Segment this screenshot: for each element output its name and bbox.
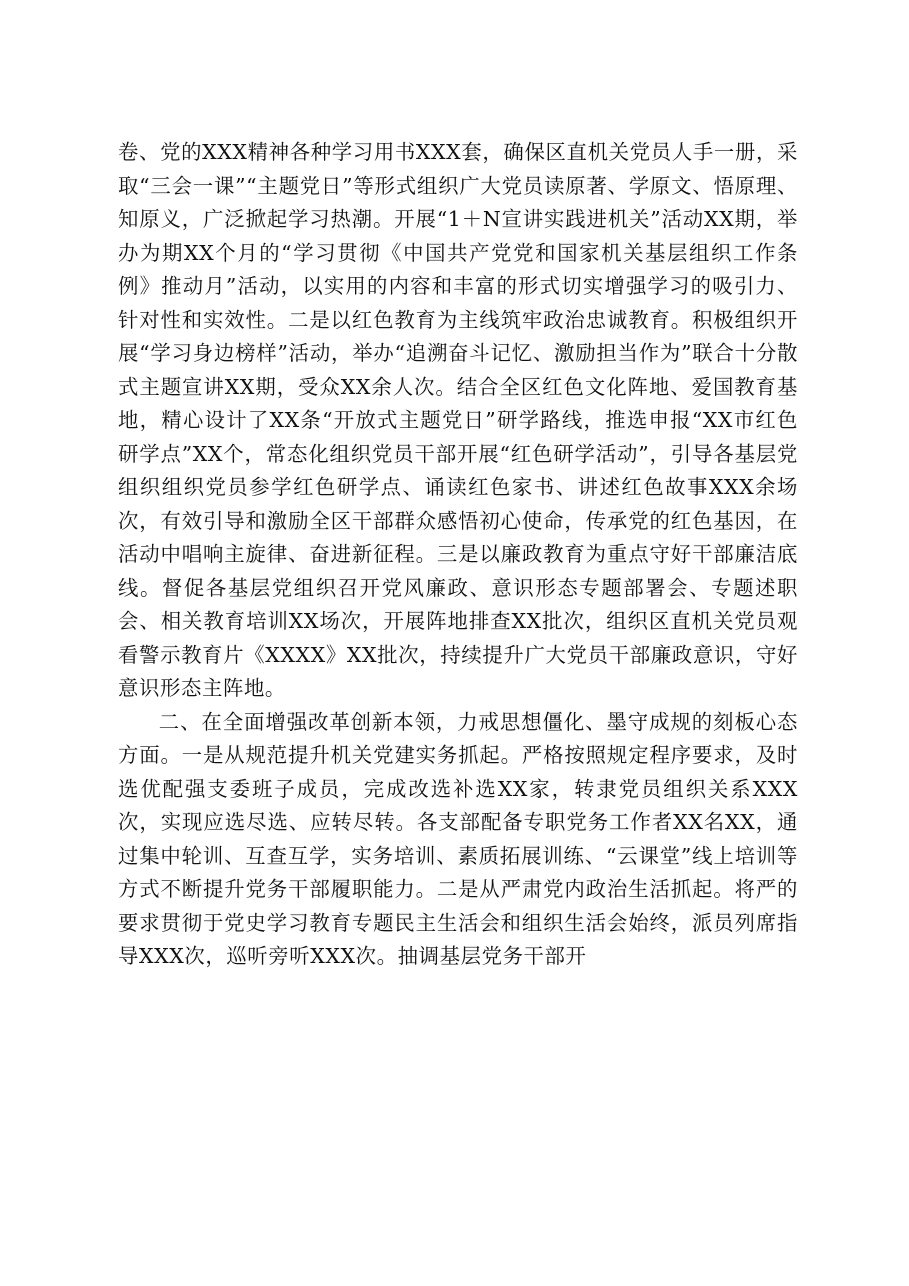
paragraph-section-two: 二、在全面增强改革创新本领，力戒思想僵化、墨守成规的刻板心态方面。一是从规范提升机关党建实务抓起。严格按照规定程序要求，及时选优配强支委班子成员，完成改选补选XX家，转隶党员组织关系XXX次，实现应选尽选、应转尽转。各支部配备专职党务工作者XX名XX，通过集中轮训、互查互学，实务培训、素质拓展训练、“云课堂”线上培训等方式不断提升党务干部履职能力。二是从严肃党内政治生活抓起。将严的要求贯彻于党史学习教育专题民主生活会和组织生活会始终，派员列席指导XXX次，巡听旁听XXX次。抽调基层党务干部开 <box>118 709 798 968</box>
document-body <box>118 136 798 974</box>
paragraph-continued: 卷、党的XXX精神各种学习用书XXX套，确保区直机关党员人手一册，采取“三会一课”“主题党日”等形式组织广大党员读原著、学原文、悟原理、知原义，广泛掀起学习热潮。开展“1＋N宣讲实践进机关”活动XX期，举办为期XX个月的“学习贯彻《中国共产党党和国家机关基层组织工作条例》推动月”活动，以实用的内容和丰富的形式切实增强学习的吸引力、针对性和实效性。二是以红色教育为主线筑牢政治忠诚教育。积极组织开展“学习身边榜样”活动，举办“追溯奋斗记忆、激励担当作为”联合十分散式主题宣讲XX期，受众XX余人次。结合全区红色文化阵地、爱国教育基地，精心设计了XX条“开放式主题党日”研学路线，推选申报“XX市红色研学点”XX个，常态化组织党员干部开展“红色研学活动”，引导各基层党组织组织党员参学红色研学点、诵读红色家书、讲述红色故事XXX余场次，有效引导和激励全区干部群众感悟初心使命，传承党的红色基因，在活动中唱响主旋律、奋进新征程。三是以廉政教育为重点守好干部廉洁底线。督促各基层党组织召开党风廉政、意识形态专题部署会、专题述职会、相关教育培训XX场次，开展阵地排查XX批次，组织区直机关党员观看警示教育片《XXXX》XX批次，持续提升广大党员干部廉政意识，守好意识形态主阵地。 <box>118 140 798 700</box>
